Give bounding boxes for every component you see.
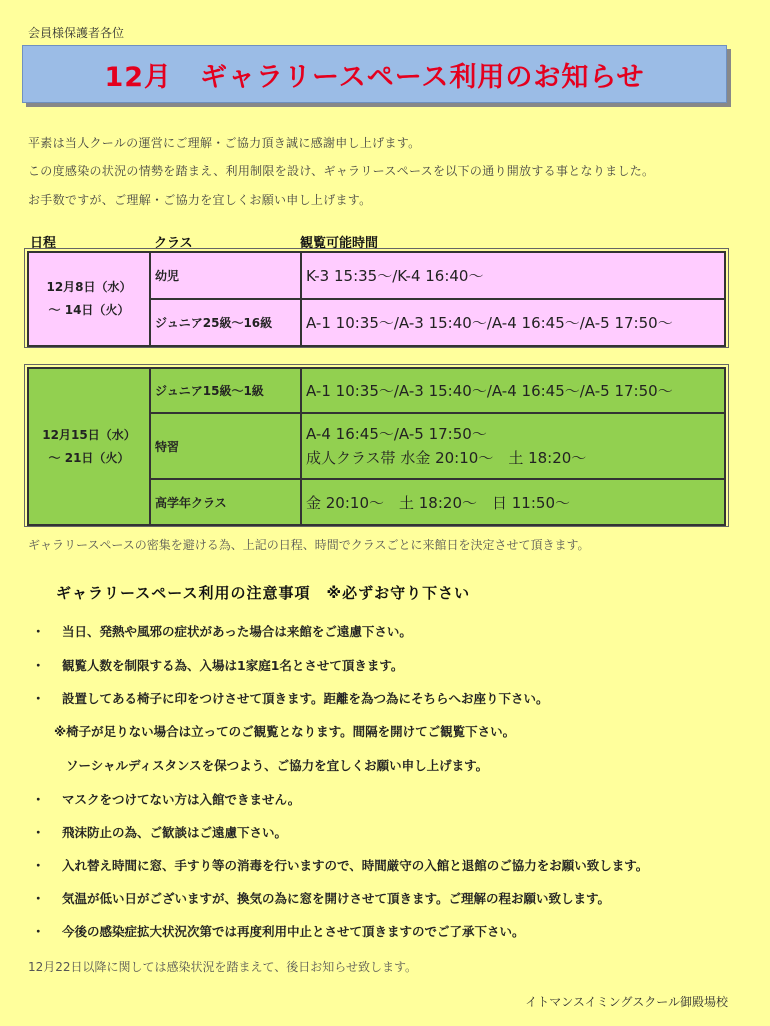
footer-note: 12月22日以降に関しては感染状況を踏まえて、後日お知らせ致します。 bbox=[28, 960, 417, 974]
caution-item bbox=[32, 656, 403, 674]
caution-text: 気温が低い日がございますが、換気の為に窓を開けさせて頂きます。ご理解の程お願い致します。 bbox=[62, 891, 611, 906]
caution-item bbox=[32, 823, 287, 841]
header-class: クラス bbox=[154, 236, 193, 251]
bullet: ・ bbox=[32, 891, 45, 906]
caution-text: 入れ替え時間に窓、手すり等の消毒を行いますので、時間厳守の入館と退館のご協力をお願い致します。 bbox=[62, 858, 649, 873]
times-line-2: 成人クラス帯 水金 20:10～ 土 18:20～ bbox=[306, 449, 587, 467]
bullet: ・ bbox=[32, 825, 45, 840]
bullet: ・ bbox=[32, 858, 45, 873]
date-start: 12月8日（水） bbox=[46, 280, 132, 294]
page-title: 12月 ギャラリースペース利用のお知らせ bbox=[104, 61, 645, 93]
date-end: ～ 14日（火） bbox=[48, 303, 130, 317]
caution-text: 今後の感染症拡大状況次第では再度利用中止とさせて頂きますのでご了承下さい。 bbox=[62, 924, 525, 939]
caution-text: 観覧人数を制限する為、入場は1家庭1名とさせて頂きます。 bbox=[62, 658, 404, 673]
schedule-table-2 bbox=[27, 367, 726, 526]
header-time: 観覧可能時間 bbox=[300, 236, 379, 251]
times-line-1: A-4 16:45～/A-5 17:50～ bbox=[306, 425, 487, 443]
date-cell bbox=[28, 368, 150, 525]
caution-text: マスクをつけてない方は入館できません。 bbox=[62, 792, 301, 807]
addressee: 会員様保護者各位 bbox=[28, 26, 125, 40]
times-cell: 金 20:10～ 土 18:20～ 日 11:50～ bbox=[301, 479, 725, 525]
caution-text: 当日、発熱や風邪の症状があった場合は来館をご遠慮下さい。 bbox=[62, 624, 412, 639]
times-cell: K-3 15:35～/K-4 16:40～ bbox=[301, 252, 725, 299]
caution-item bbox=[32, 889, 610, 907]
bullet: ・ bbox=[32, 624, 45, 639]
bullet: ・ bbox=[32, 924, 45, 939]
caution-sub-note: ※椅子が足りない場合は立ってのご観覧となります。間隔を開けてご観覧下さい。 bbox=[54, 724, 516, 739]
date-end: ～ 21日（火） bbox=[48, 450, 130, 465]
title-banner bbox=[22, 45, 727, 103]
bullet: ・ bbox=[32, 792, 45, 807]
times-cell: A-1 10:35～/A-3 15:40～/A-4 16:45～/A-5 17:50～ bbox=[301, 299, 725, 346]
class-cell: 特習 bbox=[150, 413, 301, 479]
times-cell: A-1 10:35～/A-3 15:40～/A-4 16:45～/A-5 17:50～ bbox=[301, 368, 725, 413]
caution-text: 飛沫防止の為、ご歓談はご遠慮下さい。 bbox=[62, 825, 288, 840]
caution-item bbox=[32, 790, 300, 808]
class-cell: ジュニア15級～1級 bbox=[150, 368, 301, 413]
caution-item bbox=[32, 622, 412, 640]
caution-text: 設置してある椅子に印をつけさせて頂きます。距離を為つ為にそちらへお座り下さい。 bbox=[62, 691, 549, 706]
times-cell bbox=[301, 413, 725, 479]
intro-line-1: 平素は当人クールの運営にご理解・ご協力頂き誠に感謝申し上げます。 bbox=[28, 136, 421, 150]
caution-item bbox=[32, 689, 549, 707]
caution-sub-note: ソーシャルディスタンスを保つよう、ご協力を宜しくお願い申し上げます。 bbox=[66, 758, 489, 773]
class-cell: ジュニア25級～16級 bbox=[150, 299, 301, 346]
table-row bbox=[28, 252, 725, 299]
class-cell: 高学年クラス bbox=[150, 479, 301, 525]
intro-line-3: お手数ですが、ご理解・ご協力を宜しくお願い申し上げます。 bbox=[28, 193, 372, 207]
caution-item bbox=[32, 922, 525, 940]
header-date: 日程 bbox=[30, 236, 57, 251]
date-cell bbox=[28, 252, 150, 346]
caution-title: ギャラリースペース利用の注意事項 ※必ずお守り下さい bbox=[56, 584, 471, 602]
schedule-table-1 bbox=[27, 251, 726, 347]
caution-item bbox=[32, 856, 648, 874]
table-row bbox=[28, 368, 725, 413]
date-start: 12月15日（水） bbox=[42, 427, 136, 442]
signature: イトマンスイミングスクール御殿場校 bbox=[525, 995, 728, 1009]
class-cell: 幼児 bbox=[150, 252, 301, 299]
schedule-note: ギャラリースペースの密集を避ける為、上記の日程、時間でクラスごとに来館日を決定させて頂きます。 bbox=[28, 538, 590, 552]
intro-line-2: この度感染の状況の情勢を踏まえ、利用制限を設け、ギャラリースペースを以下の通り開放する事となりました。 bbox=[28, 164, 655, 178]
bullet: ・ bbox=[32, 691, 45, 706]
bullet: ・ bbox=[32, 658, 45, 673]
